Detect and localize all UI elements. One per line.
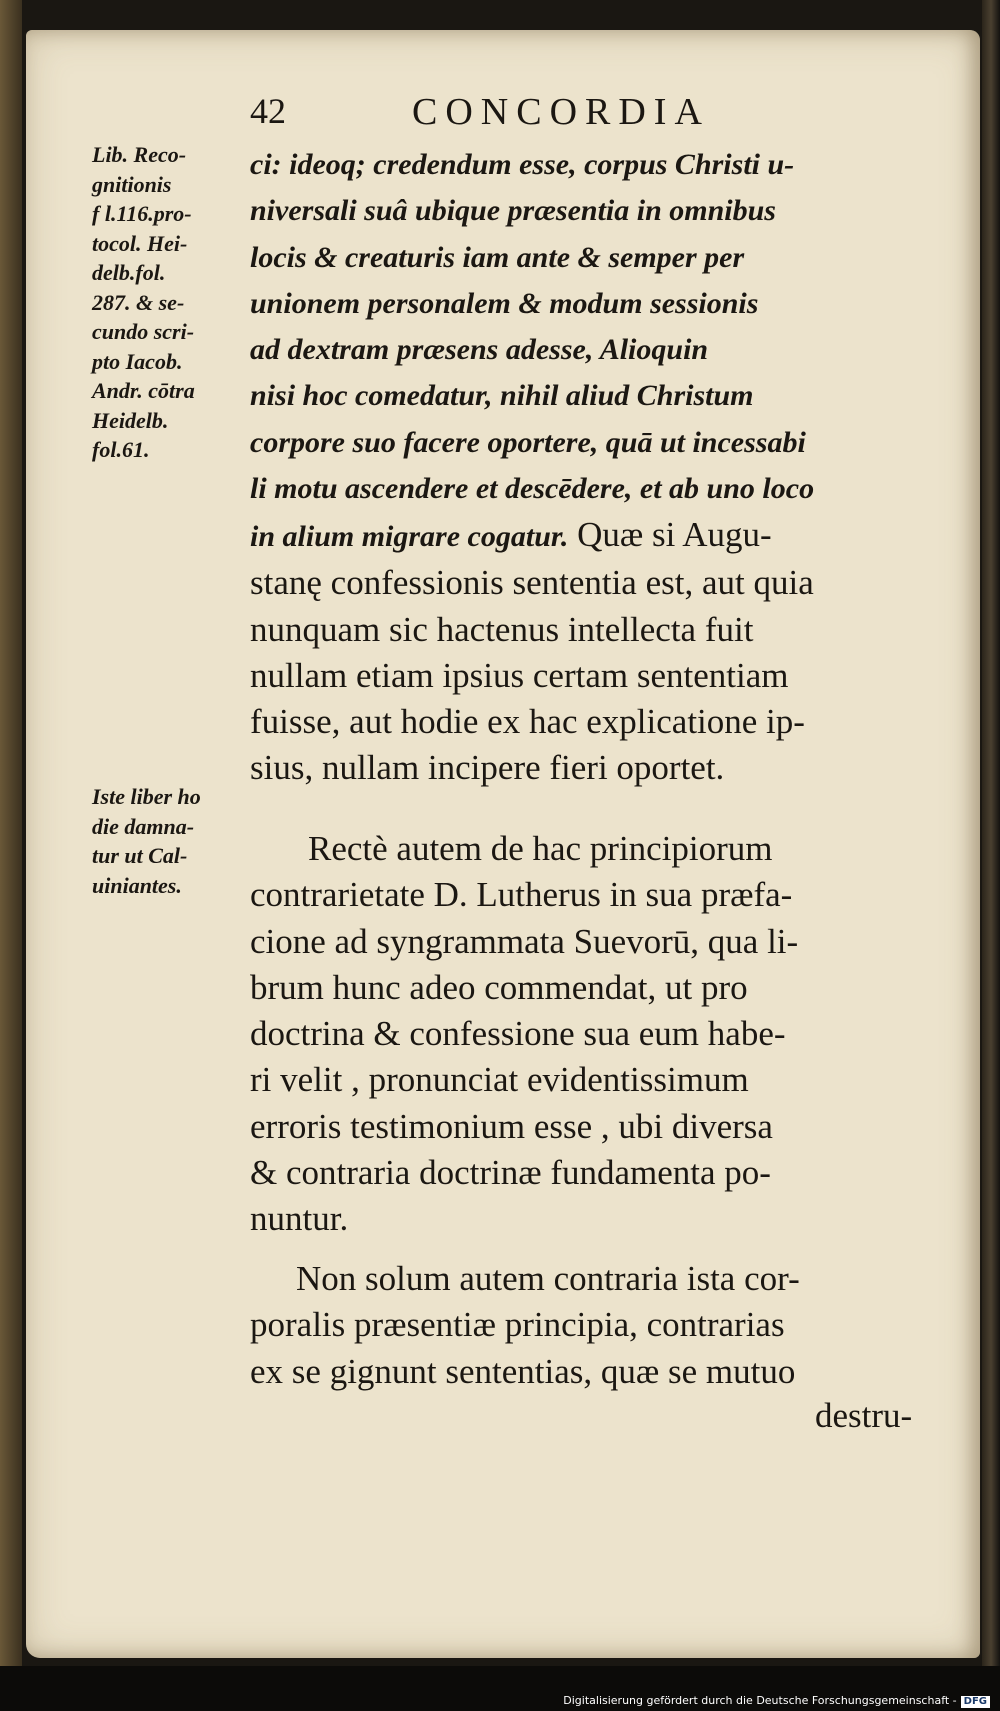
book-fore-edge xyxy=(982,0,1000,1711)
text-line: locis & creaturis iam ante & semper per xyxy=(250,240,745,274)
margin-note-line: 287. & se- xyxy=(92,289,185,315)
margin-note-line: f l.116.pro- xyxy=(92,201,192,226)
paragraph-1-continuation xyxy=(250,512,940,792)
margin-note-reference xyxy=(92,140,252,465)
margin-note-line: Heidelb. xyxy=(92,407,169,433)
text-line: ri velit , pronunciat evidentissimum xyxy=(250,1060,749,1100)
margin-note-condemnation xyxy=(92,782,252,900)
roman-fragment: Quæ si Augu- xyxy=(577,515,772,554)
text-line: Rectè autem de hac principiorum xyxy=(308,829,773,868)
margin-note-line: uiniantes. xyxy=(92,872,182,898)
paragraph-3 xyxy=(250,1256,940,1395)
page-number: 42 xyxy=(250,91,286,131)
text-line: li motu ascendere et descēdere, et ab uno loco xyxy=(250,472,815,506)
italic-fragment: in alium migrare cogatur. xyxy=(250,520,569,553)
dfg-logo: DFG xyxy=(961,1696,990,1708)
book-binding-edge xyxy=(0,0,22,1711)
text-line: doctrina & confessione sua eum habe- xyxy=(250,1014,786,1054)
digitization-credit xyxy=(563,1694,990,1708)
text-line: cione ad syngrammata Suevorū, qua li- xyxy=(250,921,799,961)
text-line: unionem personalem & modum sessionis xyxy=(250,286,759,320)
italic-quotation xyxy=(250,142,940,512)
margin-note-line: pto Iacob. xyxy=(92,348,183,374)
text-line: nunquam sic hactenus intellecta fuit xyxy=(250,609,754,649)
catchword: destru- xyxy=(815,1396,913,1435)
running-title: CONCORDIA xyxy=(412,91,710,133)
text-line: erroris testimonium esse , ubi diversa xyxy=(250,1106,773,1146)
text-line: nullam etiam ipsius certam sententiam xyxy=(250,655,789,695)
text-line: Non solum autem contraria ista cor- xyxy=(296,1259,800,1298)
text-line: ci: ideoq; credendum esse, corpus Christi u- xyxy=(250,148,795,181)
text-line: & contraria doctrinæ fundamenta po- xyxy=(250,1153,771,1193)
text-line: nuntur. xyxy=(250,1199,349,1239)
text-line xyxy=(250,512,940,560)
text-line: stanę confessionis sententia est, aut quia xyxy=(250,563,814,603)
margin-note-line: tocol. Hei- xyxy=(92,230,188,256)
credit-text: Digitalisierung gefördert durch die Deutsche Forschungsgemeinschaft - xyxy=(563,1694,957,1707)
text-line: nisi hoc comedatur, nihil aliud Christum xyxy=(250,379,754,413)
text-line: ex se gignunt sententias, quæ se mutuo xyxy=(250,1351,796,1391)
margin-note-line: delb.fol. xyxy=(92,260,166,285)
margin-note-line: die damna- xyxy=(92,813,195,839)
text-line: poralis præsentiæ principia, contrarias xyxy=(250,1305,785,1345)
text-line: contrarietate D. Lutherus in sua præfa- xyxy=(250,875,793,915)
text-line: ad dextram præsens adesse, Alioquin xyxy=(250,333,709,367)
margin-note-line: cundo scri- xyxy=(92,319,195,344)
text-line: corpore suo facere oportere, quā ut incessabi xyxy=(250,425,806,459)
margin-note-line: Iste liber ho xyxy=(92,784,201,809)
margin-note-line: Andr. cōtra xyxy=(92,378,195,403)
text-line: niversali suâ ubique præsentia in omnibus xyxy=(250,194,776,228)
paragraph-2 xyxy=(250,826,940,1243)
text-line: fuisse, aut hodie ex hac explicatione ip- xyxy=(250,702,805,742)
margin-note-line: fol.61. xyxy=(92,437,150,462)
margin-note-line: gnitionis xyxy=(92,171,172,197)
text-line: brum hunc adeo commendat, ut pro xyxy=(250,967,748,1007)
margin-note-line: Lib. Reco- xyxy=(92,142,187,167)
text-line: sius, nullam incipere fieri oportet. xyxy=(250,748,725,788)
margin-note-line: tur ut Cal- xyxy=(92,843,188,868)
